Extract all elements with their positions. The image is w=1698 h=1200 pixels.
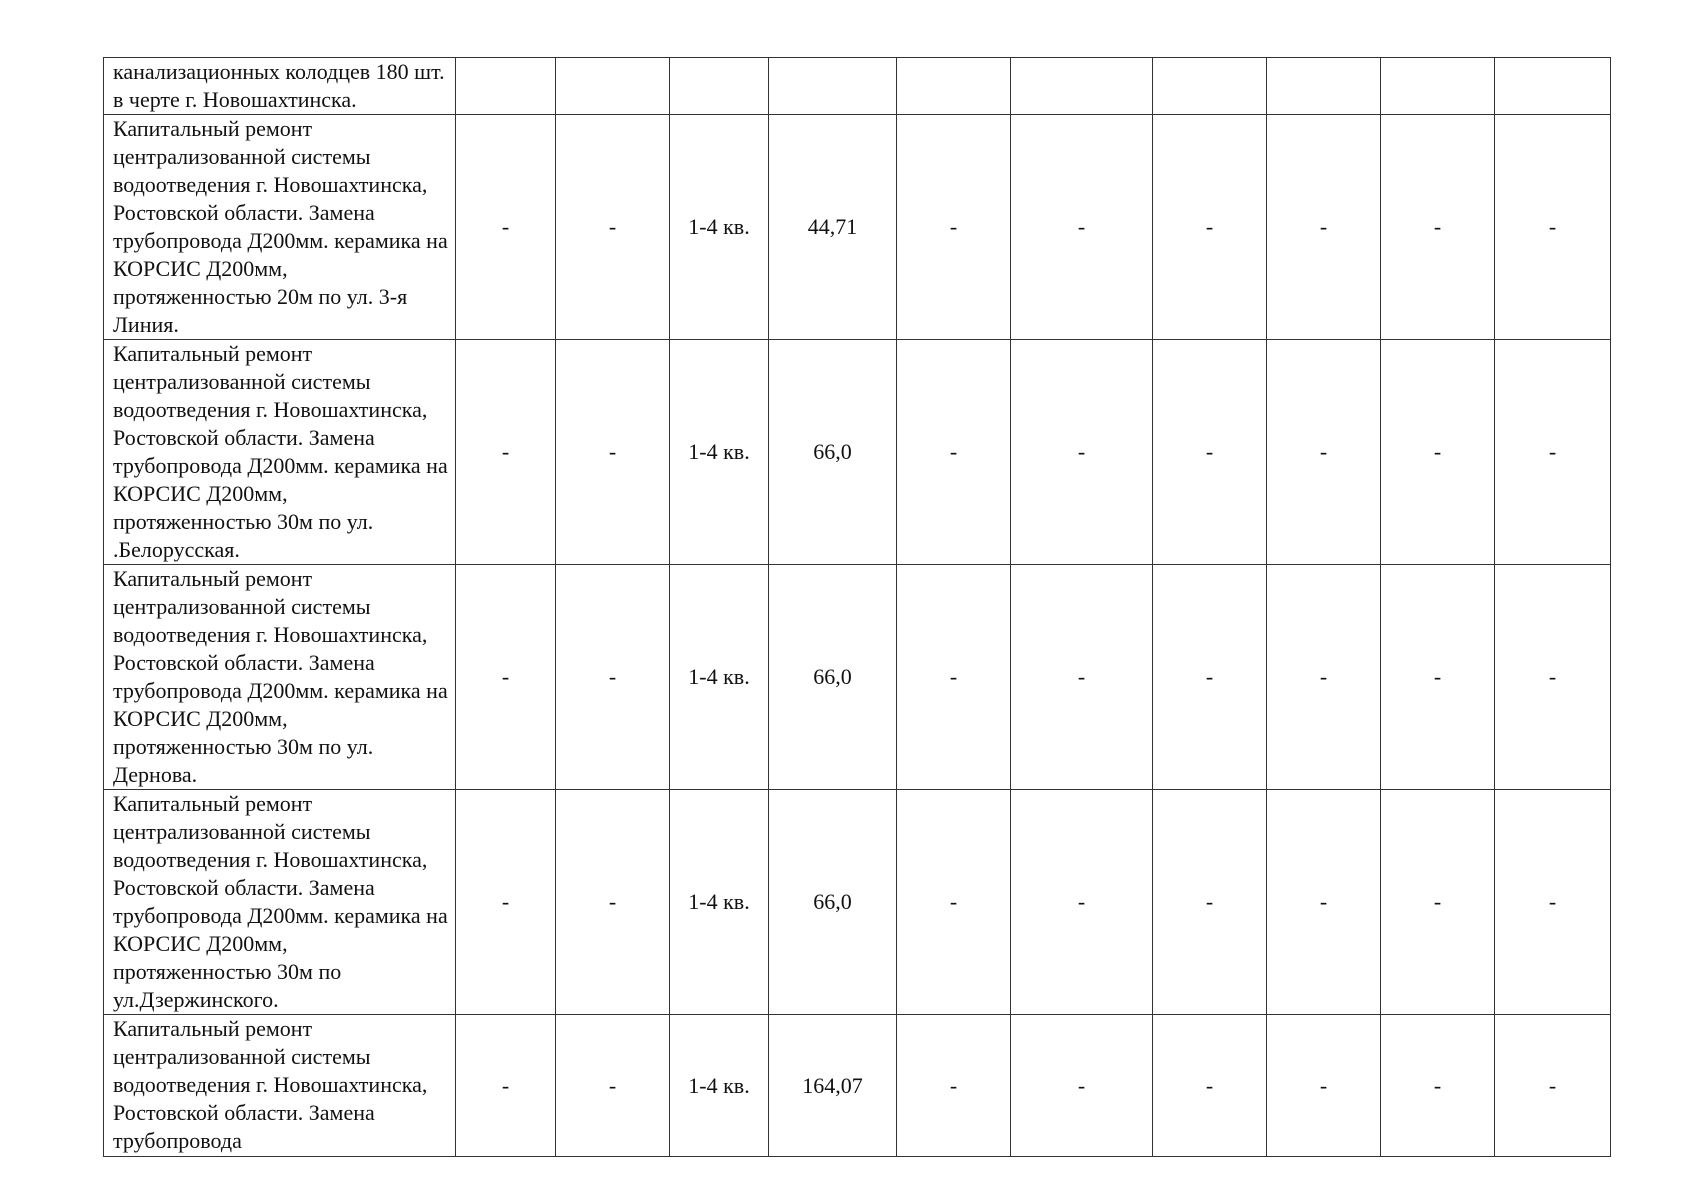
table-cell: - [897, 340, 1011, 565]
period-cell: 1-4 кв. [670, 790, 769, 1015]
table-row [104, 565, 1611, 790]
description-text: канализационных колодцев 180 шт. в черте г. Новошахтинска. [113, 59, 445, 112]
table-cell: - [1267, 565, 1381, 790]
table-row [104, 58, 1611, 115]
table-cell: - [456, 790, 556, 1015]
description-cell [104, 340, 456, 565]
description-cell [104, 565, 456, 790]
table-cell: - [456, 1015, 556, 1157]
amount-cell [769, 58, 897, 115]
table-cell: - [1267, 790, 1381, 1015]
table-row [104, 340, 1611, 565]
table-cell: - [1267, 115, 1381, 340]
table-cell [1011, 58, 1153, 115]
table-cell: - [897, 790, 1011, 1015]
table-cell [1153, 58, 1267, 115]
table-cell: - [556, 115, 670, 340]
table-cell: - [1011, 115, 1153, 340]
table-cell [556, 58, 670, 115]
description-cell [104, 790, 456, 1015]
amount-cell: 66,0 [769, 565, 897, 790]
table-cell: - [1381, 115, 1495, 340]
table-cell: - [1381, 1015, 1495, 1157]
amount-cell: 66,0 [769, 340, 897, 565]
table-cell: - [456, 340, 556, 565]
table-cell: - [897, 115, 1011, 340]
table-cell: - [1495, 1015, 1611, 1157]
amount-cell: 66,0 [769, 790, 897, 1015]
table-cell [1495, 58, 1611, 115]
table-cell: - [1267, 1015, 1381, 1157]
period-cell: 1-4 кв. [670, 115, 769, 340]
table-cell: - [1153, 790, 1267, 1015]
table-cell: - [1495, 790, 1611, 1015]
table-cell: - [1153, 565, 1267, 790]
table-cell: - [1381, 790, 1495, 1015]
table-cell [1267, 58, 1381, 115]
table-cell: - [1267, 340, 1381, 565]
table-cell: - [456, 115, 556, 340]
table-cell: - [1011, 1015, 1153, 1157]
table-cell: - [1153, 1015, 1267, 1157]
table-cell [897, 58, 1011, 115]
amount-cell: 44,71 [769, 115, 897, 340]
table-cell: - [897, 1015, 1011, 1157]
description-text: Капитальный ремонт централизованной системы водоотведения г. Новошахтинска, Ростовской области. Замена трубопровода [113, 1016, 428, 1153]
table-row [104, 115, 1611, 340]
table-cell: - [1495, 340, 1611, 565]
table-cell: - [1381, 565, 1495, 790]
period-cell: 1-4 кв. [670, 565, 769, 790]
description-cell [104, 115, 456, 340]
table-cell [456, 58, 556, 115]
table-cell: - [1011, 340, 1153, 565]
table-cell: - [1011, 790, 1153, 1015]
description-text: Капитальный ремонт централизованной системы водоотведения г. Новошахтинска, Ростовской области. Замена трубопровода Д200мм. керамика на КОРСИС Д200мм, протяженностью 30м по ул.Дзержинского. [113, 791, 448, 1012]
amount-cell: 164,07 [769, 1015, 897, 1157]
description-cell [104, 1015, 456, 1157]
table-cell: - [556, 1015, 670, 1157]
period-cell: 1-4 кв. [670, 1015, 769, 1157]
table-cell: - [1011, 565, 1153, 790]
table-cell: - [1495, 115, 1611, 340]
table-row [104, 790, 1611, 1015]
table-cell [1381, 58, 1495, 115]
description-text: Капитальный ремонт централизованной системы водоотведения г. Новошахтинска, Ростовской области. Замена трубопровода Д200мм. керамика на КОРСИС Д200мм, протяженностью 30м по ул. Дернова. [113, 566, 448, 787]
description-cell [104, 58, 456, 115]
table-cell: - [1381, 340, 1495, 565]
investment-program-table [103, 57, 1611, 1157]
table-cell: - [1153, 115, 1267, 340]
table-cell: - [556, 340, 670, 565]
period-cell [670, 58, 769, 115]
description-text: Капитальный ремонт централизованной системы водоотведения г. Новошахтинска, Ростовской области. Замена трубопровода Д200мм. керамика на КОРСИС Д200мм, протяженностью 20м по ул. 3-я Линия. [113, 116, 448, 337]
table-row [104, 1015, 1611, 1157]
period-cell: 1-4 кв. [670, 340, 769, 565]
table-cell: - [556, 565, 670, 790]
table-cell: - [1153, 340, 1267, 565]
table-cell: - [456, 565, 556, 790]
description-text: Капитальный ремонт централизованной системы водоотведения г. Новошахтинска, Ростовской области. Замена трубопровода Д200мм. керамика на КОРСИС Д200мм, протяженностью 30м по ул. .Белорусская. [113, 341, 448, 562]
table-cell: - [556, 790, 670, 1015]
table-cell: - [897, 565, 1011, 790]
table-cell: - [1495, 565, 1611, 790]
